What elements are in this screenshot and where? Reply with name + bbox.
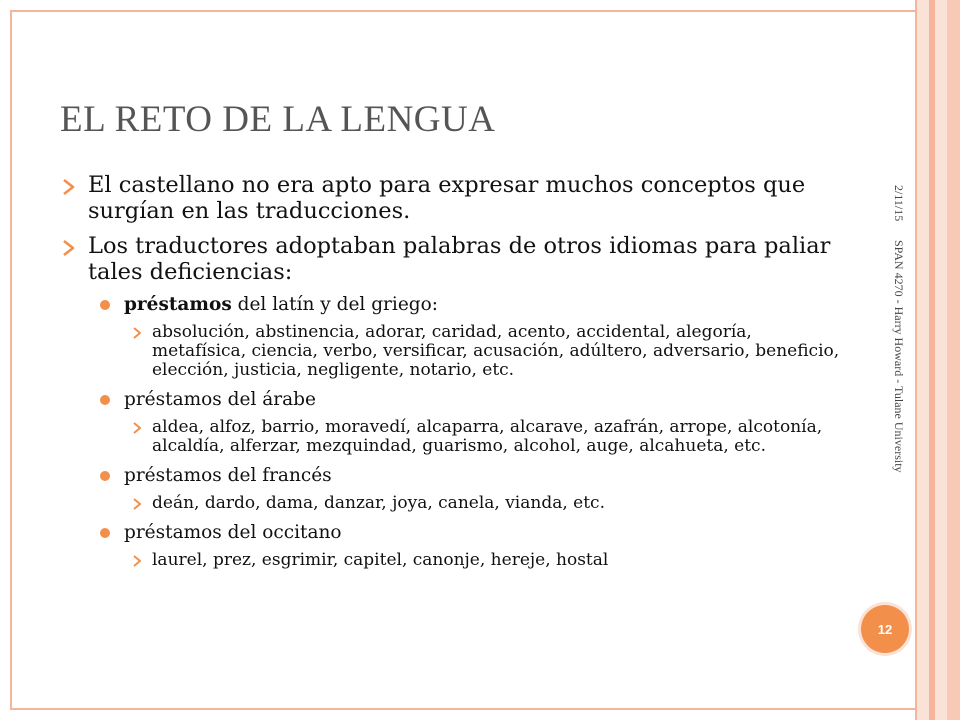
detail-text: laurel, prez, esgrimir, capitel, canonje, hereje, hostal (152, 550, 609, 570)
sub-bullet-item (60, 522, 850, 544)
slide-footer-course: SPAN 4270 - Harry Howard - Tulane University (892, 240, 906, 473)
bullet-text: Los traductores adoptaban palabras de otros idiomas para paliar tales deficiencias: (88, 233, 831, 285)
detail-item (60, 551, 850, 570)
bullet-dot-icon (100, 528, 110, 538)
sub-bullet-item (60, 389, 850, 411)
sub-bullet-item (60, 294, 850, 316)
bullet-item (60, 233, 850, 285)
sub-bullet-text: préstamos del occitano (124, 522, 342, 543)
bullet-arrow-icon (132, 326, 142, 345)
bullet-item (60, 172, 850, 224)
page-number-badge (861, 605, 909, 653)
sub-bullet-text: préstamos del árabe (124, 389, 316, 410)
bullet-dot-icon (100, 471, 110, 481)
bullet-arrow-icon (132, 421, 142, 440)
right-band (935, 0, 947, 720)
frame-top-line (10, 10, 915, 12)
sub-bullet-text: préstamos del francés (124, 465, 332, 486)
bullet-arrow-icon (132, 497, 142, 516)
right-band (947, 0, 960, 720)
bullet-dot-icon (100, 300, 110, 310)
detail-item (60, 323, 850, 380)
bullet-arrow-icon (62, 176, 76, 202)
bullet-text: El castellano no era apto para expresar muchos conceptos que surgían en las traducciones. (88, 172, 806, 224)
frame-left-line (10, 10, 12, 710)
sub-bullet-text: del latín y del griego: (231, 294, 438, 315)
page-number: 12 (877, 621, 893, 637)
right-band (917, 0, 929, 720)
detail-item (60, 494, 850, 513)
detail-text: absolución, abstinencia, adorar, caridad, acento, accidental, alegoría, metafísica, ciencia, verbo, versificar, acusación, adúltero, adversario, beneficio, elección, justicia, negligente, notario, etc. (152, 322, 840, 380)
detail-text: aldea, alfoz, barrio, moravedí, alcaparra, alcarave, azafrán, arrope, alcotonía, alcaldía, alferzar, mezquindad, guarismo, alcohol, auge, alcahueta, etc. (152, 417, 823, 456)
bullet-arrow-icon (62, 237, 76, 263)
slide-title: EL RETO DE LA LENGUA (60, 99, 496, 140)
bullet-dot-icon (100, 395, 110, 405)
detail-item (60, 418, 850, 456)
sub-bullet-item (60, 465, 850, 487)
slide-date: 2/11/15 (892, 185, 906, 222)
detail-text: deán, dardo, dama, danzar, joya, canela, vianda, etc. (152, 493, 605, 513)
slide-content (60, 172, 850, 579)
bullet-arrow-icon (132, 554, 142, 573)
frame-bottom-line (10, 708, 915, 710)
sub-bullet-bold: préstamos (124, 294, 232, 315)
